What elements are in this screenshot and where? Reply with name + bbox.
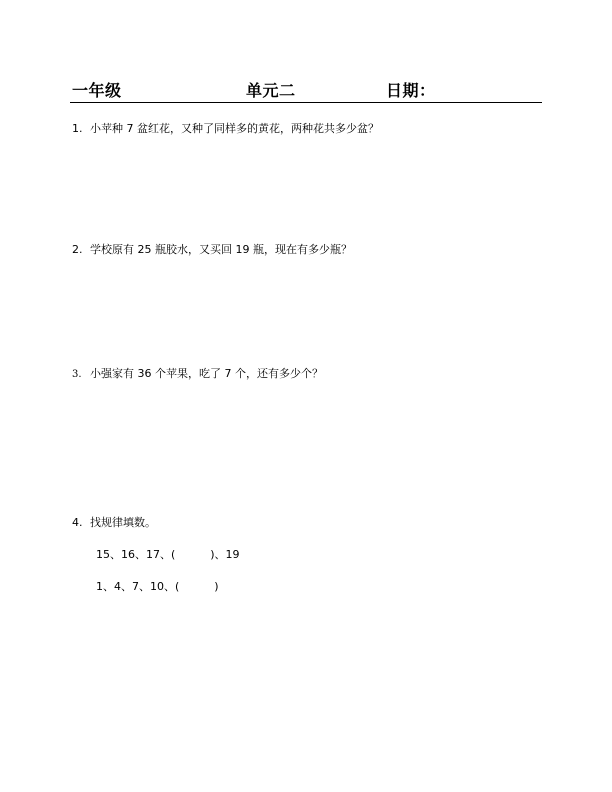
date-label: 日期：	[386, 81, 436, 100]
question-text: 学校原有 25 瓶胶水，又买回 19 瓶，现在有多少瓶？	[90, 243, 352, 256]
worksheet-header	[70, 74, 542, 103]
grade-label: 一年级	[72, 81, 122, 100]
question-3	[72, 367, 323, 382]
question-number: 1.	[72, 122, 83, 135]
question-text: 小强家有 36 个苹果，吃了 7 个，还有多少个？	[90, 367, 323, 380]
unit-label: 单元二	[246, 81, 296, 100]
question-1	[72, 122, 379, 136]
number-sequence-2: 1、4、7、10、( )	[96, 580, 219, 593]
question-4	[72, 516, 156, 530]
question-text: 找规律填数。	[90, 516, 156, 529]
question-number: 2.	[72, 243, 83, 256]
question-text: 小苹种 7 盆红花，又种了同样多的黄花，两种花共多少盆？	[90, 122, 379, 135]
question-2	[72, 243, 352, 257]
number-sequence-1: 15、16、17、( )、19	[96, 548, 240, 561]
question-number: 3.	[72, 369, 82, 380]
question-number: 4.	[72, 516, 83, 529]
